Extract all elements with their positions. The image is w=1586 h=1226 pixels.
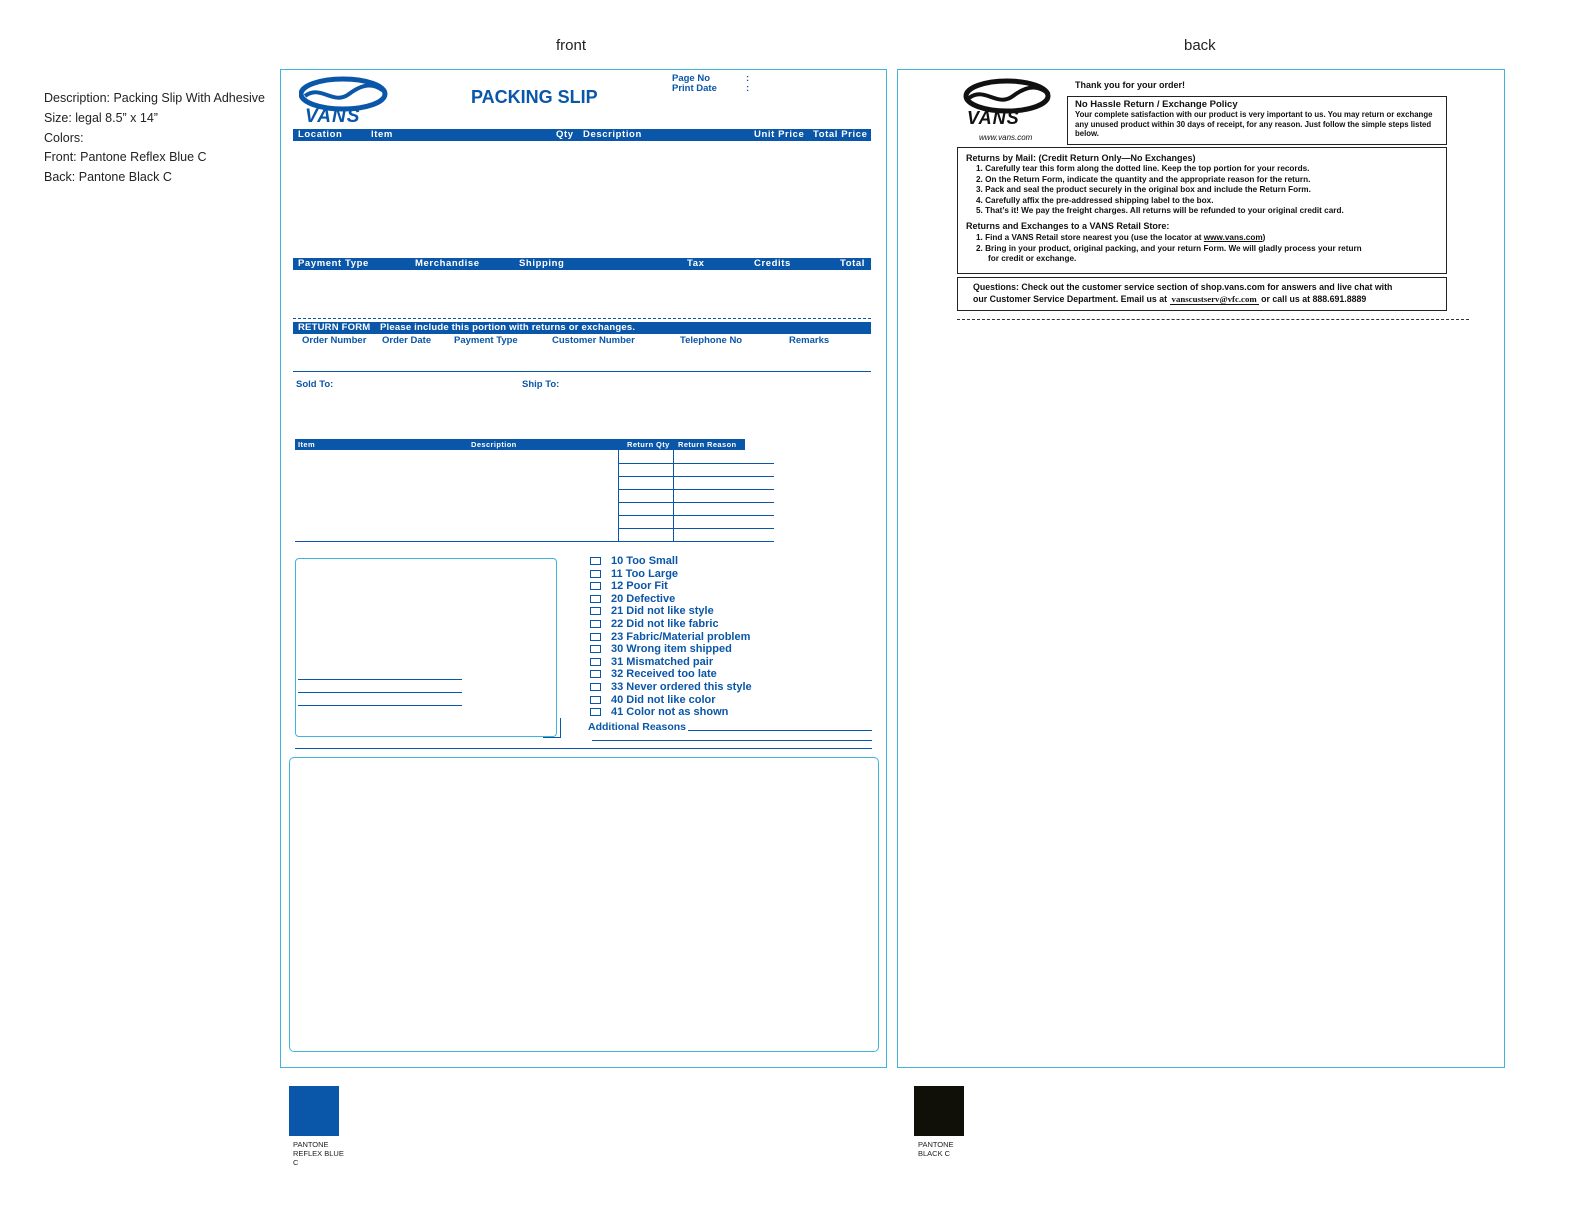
address-line — [298, 692, 462, 693]
website-text: www.vans.com — [979, 133, 1033, 142]
col-item: Item — [371, 129, 393, 140]
reason-41[interactable]: 41 Color not as shown — [590, 706, 752, 719]
mail-step: 5. That’s it! We pay the freight charges. All returns will be refunded to your original credit card. — [976, 206, 1344, 216]
page-no-label: Page No — [672, 73, 711, 84]
reason-20[interactable]: 20 Defective — [590, 593, 752, 606]
return-form-label: RETURN FORM — [298, 322, 371, 333]
rt-col-return-reason: Return Reason — [678, 440, 737, 449]
packing-slip-title: PACKING SLIP — [471, 87, 598, 107]
checkbox-icon[interactable] — [590, 683, 601, 691]
remarks-label: Remarks — [789, 335, 830, 346]
checkbox-icon[interactable] — [590, 570, 601, 578]
rt-bottom-line — [295, 541, 774, 542]
address-label-box — [295, 558, 557, 737]
mail-step: 4. Carefully affix the pre-addressed shipping label to the box. — [976, 195, 1214, 205]
back-vans-logo-text: VANS — [967, 108, 1020, 128]
returns-box — [957, 147, 1447, 274]
order-date-label: Order Date — [382, 335, 432, 346]
reason-11[interactable]: 11 Too Large — [590, 568, 752, 581]
col-qty: Qty — [556, 129, 574, 140]
vans-link[interactable]: www.vans.com — [1203, 232, 1263, 242]
back-label: back — [1184, 37, 1216, 54]
label-corner-mark — [543, 718, 561, 738]
spec-description: Description: Packing Slip With Adhesive — [44, 91, 265, 105]
return-form-note: Please include this portion with returns or exchanges. — [380, 322, 636, 333]
col-merchandise: Merchandise — [415, 258, 480, 269]
checkbox-icon[interactable] — [590, 670, 601, 678]
col-unit-price: Unit Price — [754, 129, 805, 140]
col-credits: Credits — [754, 258, 791, 269]
reflex-blue-swatch — [289, 1086, 339, 1136]
print-date-colon: : — [746, 83, 750, 94]
order-divider — [293, 371, 871, 372]
back-panel — [897, 69, 1505, 1068]
questions-box — [957, 277, 1447, 311]
reason-32[interactable]: 32 Received too late — [590, 668, 752, 681]
store-steps — [966, 233, 1438, 265]
checkbox-icon[interactable] — [590, 582, 601, 590]
section-divider — [295, 748, 872, 749]
store-step-1: 1. Find a VANS Retail store nearest you (use the locator at www.vans.com) — [976, 232, 1266, 242]
ship-to-label: Ship To: — [522, 379, 560, 390]
spec-back-color: Back: Pantone Black C — [44, 170, 172, 185]
reason-list — [590, 555, 752, 719]
additional-reasons-line — [592, 740, 872, 741]
checkbox-icon[interactable] — [590, 645, 601, 653]
policy-text: Your complete satisfaction with our product is very important to us. You may return or exchange any unused product within 30 days of receipt, for any reason. Just follow the simple steps listed below. — [1075, 110, 1433, 139]
spec-colors: Colors: — [44, 130, 84, 145]
reason-10[interactable]: 10 Too Small — [590, 555, 752, 568]
reason-12[interactable]: 12 Poor Fit — [590, 580, 752, 593]
spec-front-color: Front: Pantone Reflex Blue C — [44, 150, 207, 165]
questions-line-2: our Customer Service Department. Email us at vanscustserv@vfc.com or call us at 888.691.8889 — [973, 294, 1367, 304]
return-form-bar — [293, 322, 871, 334]
reason-21[interactable]: 21 Did not like style — [590, 605, 752, 618]
store-step-2-cont: for credit or exchange. — [988, 254, 1077, 264]
rt-row-line — [618, 489, 774, 490]
items-header-bar — [293, 129, 871, 141]
checkbox-icon[interactable] — [590, 595, 601, 603]
rt-col-item: Item — [298, 440, 316, 449]
col-total-price: Total Price — [813, 129, 868, 140]
mail-step: 1. Carefully tear this form along the dotted line. Keep the top portion for your records. — [976, 164, 1310, 173]
order-number-label: Order Number — [302, 335, 367, 346]
col-tax: Tax — [687, 258, 705, 269]
back-tear-line — [957, 319, 1469, 320]
checkbox-icon[interactable] — [590, 620, 601, 628]
rt-col-description: Description — [471, 440, 517, 449]
back-vans-logo — [963, 78, 1057, 144]
policy-box — [1067, 96, 1447, 145]
rt-row-line — [618, 502, 774, 503]
telephone-label: Telephone No — [680, 335, 743, 346]
rt-row-line — [618, 476, 774, 477]
page-no-colon: : — [746, 73, 750, 84]
black-swatch — [914, 1086, 964, 1136]
col-shipping: Shipping — [519, 258, 565, 269]
reason-22[interactable]: 22 Did not like fabric — [590, 618, 752, 631]
customer-number-label: Customer Number — [552, 335, 635, 346]
col-location: Location — [298, 129, 343, 140]
front-label: front — [556, 37, 587, 54]
mail-step: 2. On the Return Form, indicate the quantity and the appropriate reason for the return. — [976, 174, 1311, 184]
spec-notes — [44, 89, 265, 188]
sold-to-label: Sold To: — [296, 379, 334, 390]
mail-title: Returns by Mail: (Credit Return Only—No Exchanges) — [966, 153, 1196, 163]
col-total: Total — [840, 258, 865, 269]
checkbox-icon[interactable] — [590, 708, 601, 716]
email-link[interactable]: vanscustserv@vfc.com — [1171, 294, 1257, 304]
payment-header-bar — [293, 258, 871, 270]
checkbox-icon[interactable] — [590, 658, 601, 666]
reason-33[interactable]: 33 Never ordered this style — [590, 681, 752, 694]
additional-reasons-line — [688, 730, 872, 731]
tear-line — [293, 318, 871, 319]
rt-col-return-qty: Return Qty — [627, 440, 670, 449]
order-payment-type-label: Payment Type — [454, 335, 518, 346]
rt-row-line — [618, 528, 774, 529]
checkbox-icon[interactable] — [590, 607, 601, 615]
rt-row-line — [618, 515, 774, 516]
additional-reasons-label: Additional Reasons — [588, 721, 687, 733]
return-table-header — [295, 439, 745, 450]
reason-40[interactable]: 40 Did not like color — [590, 694, 752, 707]
mail-step: 3. Pack and seal the product securely in the original box and include the Return Form. — [976, 185, 1311, 195]
store-title: Returns and Exchanges to a VANS Retail Store: — [966, 220, 1170, 231]
mail-steps — [966, 164, 1438, 217]
checkbox-icon[interactable] — [590, 633, 601, 641]
address-line — [298, 679, 462, 680]
print-date-label: Print Date — [672, 83, 717, 94]
vans-logo-text: VANS — [305, 106, 361, 127]
vans-logo — [299, 76, 395, 128]
policy-title: No Hassle Return / Exchange Policy — [1075, 99, 1238, 110]
black-swatch-label: PANTONE BLACK C — [918, 1140, 954, 1158]
reason-31[interactable]: 31 Mismatched pair — [590, 656, 752, 669]
front-panel — [280, 69, 887, 1068]
col-payment-type: Payment Type — [298, 258, 369, 269]
address-line — [298, 705, 462, 706]
col-description: Description — [583, 129, 642, 140]
thanks-text: Thank you for your order! — [1075, 80, 1186, 90]
checkbox-icon[interactable] — [590, 557, 601, 565]
rt-row-line — [618, 463, 774, 464]
spec-size: Size: legal 8.5” x 14” — [44, 110, 158, 125]
checkbox-icon[interactable] — [590, 696, 601, 704]
reason-30[interactable]: 30 Wrong item shipped — [590, 643, 752, 656]
store-step-2: 2. Bring in your product, original packing, and your return Form. We will gladly process your return — [976, 243, 1362, 253]
reflex-blue-swatch-label: PANTONE REFLEX BLUE C — [293, 1140, 344, 1167]
reason-23[interactable]: 23 Fabric/Material problem — [590, 631, 752, 644]
questions-line-1: Questions: Check out the customer service section of shop.vans.com for answers and live chat with — [973, 282, 1393, 292]
adhesive-area — [289, 757, 879, 1052]
